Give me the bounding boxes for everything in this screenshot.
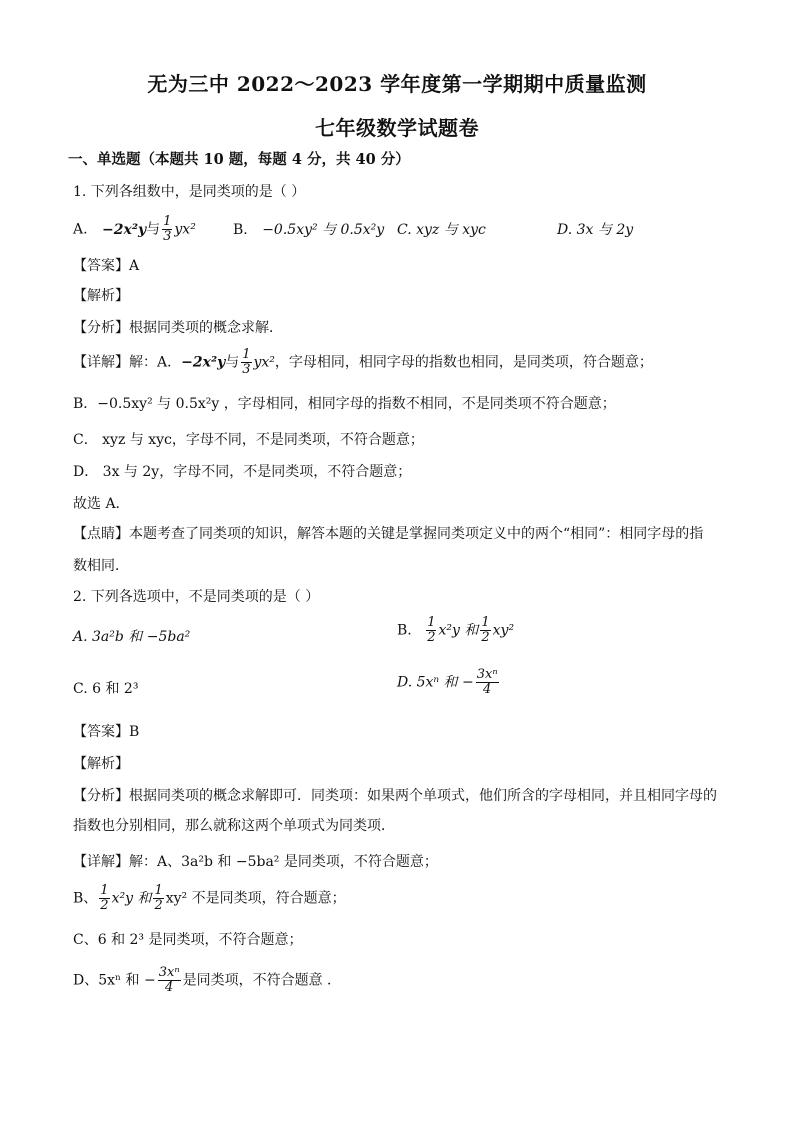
fraction-numerator: 1 — [163, 214, 172, 229]
q2-detail-b-fraction-1 — [99, 884, 109, 913]
q2-option-b-right: xy² — [492, 622, 515, 639]
q2-detail-c: C、6 和 2³ 是同类项，不符合题意； — [73, 932, 303, 948]
q1-analysis-label: 【解析】 — [73, 288, 129, 304]
fraction-numerator: 1 — [242, 347, 251, 362]
fraction-denominator: 4 — [158, 980, 181, 995]
q2-detail-b-mid: x²y 和 — [111, 890, 152, 907]
question-1-stem: 1. 下列各组数中，是同类项的是（ ） — [73, 184, 306, 200]
q2-detail-d-tail: 是同类项，不符合题意 ． — [182, 972, 342, 989]
q1-option-a-left: −2x²y — [102, 221, 147, 238]
q2-option-b-fraction-1 — [426, 616, 436, 645]
q1-fenxi: 【分析】根据同类项的概念求解． — [73, 320, 283, 336]
q1-option-a-right: yx² — [174, 221, 196, 238]
fraction-denominator: 2 — [427, 630, 436, 645]
fraction-denominator: 3 — [242, 362, 251, 377]
q1-option-a-prefix: A. — [73, 221, 88, 238]
q1-choose: 故选 A． — [73, 496, 130, 512]
q2-detail-b-prefix: B、 — [73, 890, 98, 907]
fraction-numerator: 1 — [100, 883, 109, 898]
exam-subtitle: 七年级数学试题卷 — [315, 116, 479, 140]
q2-analysis-label: 【解析】 — [73, 756, 129, 772]
fraction-denominator: 2 — [154, 898, 163, 913]
q2-detail-b — [73, 884, 346, 913]
q1-dianjing-line2: 数相同． — [73, 558, 129, 574]
q2-option-b — [397, 616, 514, 645]
q2-option-b-mid: x²y 和 — [438, 622, 479, 639]
fraction-denominator: 4 — [476, 682, 499, 697]
q2-detail-b-fraction-2 — [153, 884, 163, 913]
q1-option-c: C. xyz 与 xyc — [397, 222, 486, 238]
fraction-numerator: 1 — [154, 883, 163, 898]
q2-option-c: C. 6 和 2³ — [73, 681, 139, 697]
q1-detail-a — [73, 348, 653, 377]
q2-option-d — [397, 668, 501, 697]
q1-option-a — [73, 215, 196, 244]
q1-option-a-fraction — [162, 215, 172, 244]
fraction-numerator: 3xⁿ — [476, 667, 498, 682]
q2-detail-d-fraction — [158, 966, 181, 995]
q1-detail-fraction — [241, 348, 251, 377]
q1-detail-b: B．−0.5xy² 与 0.5x²y ，字母相同，相同字母的指数不相同，不是同类项不符合题意； — [73, 396, 616, 412]
q2-detail-d — [73, 966, 341, 995]
q2-detail-d-prefix: D、5xⁿ 和 − — [73, 972, 156, 989]
q1-option-a-mid: 与 — [146, 221, 161, 238]
q1-detail-a-tail: ，字母相同，相同字母的指数也相同，是同类项，符合题意； — [274, 354, 653, 371]
fraction-denominator: 2 — [100, 898, 109, 913]
q2-fenxi-line2: 指数也分别相同，那么就称这两个单项式为同类项． — [73, 818, 395, 834]
exam-title: 无为三中 2022～2023 学年度第一学期期中质量监测 — [147, 72, 647, 96]
question-2-stem: 2. 下列各选项中，不是同类项的是（ ） — [73, 589, 320, 605]
q1-detail-a-left: −2x²y — [181, 354, 226, 371]
q1-option-b-prefix: B. — [233, 222, 248, 238]
fraction-denominator: 3 — [163, 229, 172, 244]
fraction-numerator: 1 — [481, 615, 490, 630]
q1-answer: 【答案】A — [73, 258, 140, 274]
q1-option-b-text: −0.5xy² 与 0.5x²y — [262, 222, 385, 238]
q1-option-d: D. 3x 与 2y — [557, 222, 634, 238]
q2-option-a: A. 3a²b 和 −5ba² — [73, 629, 191, 645]
q2-detail-b-tail: xy² 不是同类项，符合题意； — [165, 890, 346, 907]
section-heading: 一、单选题（本题共 10 题，每题 4 分，共 40 分） — [68, 151, 410, 168]
q1-detail-c: C． xyz 与 xyc，字母不同，不是同类项，不符合题意； — [73, 432, 424, 448]
q1-detail-a-mid: 与 — [225, 354, 240, 371]
q2-fenxi-line1: 【分析】根据同类项的概念求解即可．同类项：如果两个单项式，他们所含的字母相同，并且相同字母的 — [73, 788, 717, 804]
q1-detail-a-right: yx² — [253, 354, 275, 371]
q2-option-b-prefix: B. — [397, 622, 412, 639]
q2-option-b-fraction-2 — [480, 616, 490, 645]
fraction-numerator: 3xⁿ — [158, 965, 180, 980]
fraction-numerator: 1 — [427, 615, 436, 630]
q2-option-d-fraction — [476, 668, 499, 697]
q1-detail-d: D． 3x 与 2y，字母不同，不是同类项，不符合题意； — [73, 464, 412, 480]
q2-option-d-prefix: D. 5xⁿ 和 − — [397, 674, 474, 691]
q2-answer: 【答案】B — [73, 724, 140, 740]
q1-detail-prefix: 【详解】解：A． — [73, 354, 182, 371]
q1-option-b — [233, 219, 384, 239]
q2-detail-a: 【详解】解：A、3a²b 和 −5ba² 是同类项，不符合题意； — [73, 854, 438, 870]
q1-dianjing-line1: 【点睛】本题考查了同类项的知识，解答本题的关键是掌握同类项定义中的两个“相同”：相同字母的指 — [73, 526, 704, 542]
fraction-denominator: 2 — [481, 630, 490, 645]
